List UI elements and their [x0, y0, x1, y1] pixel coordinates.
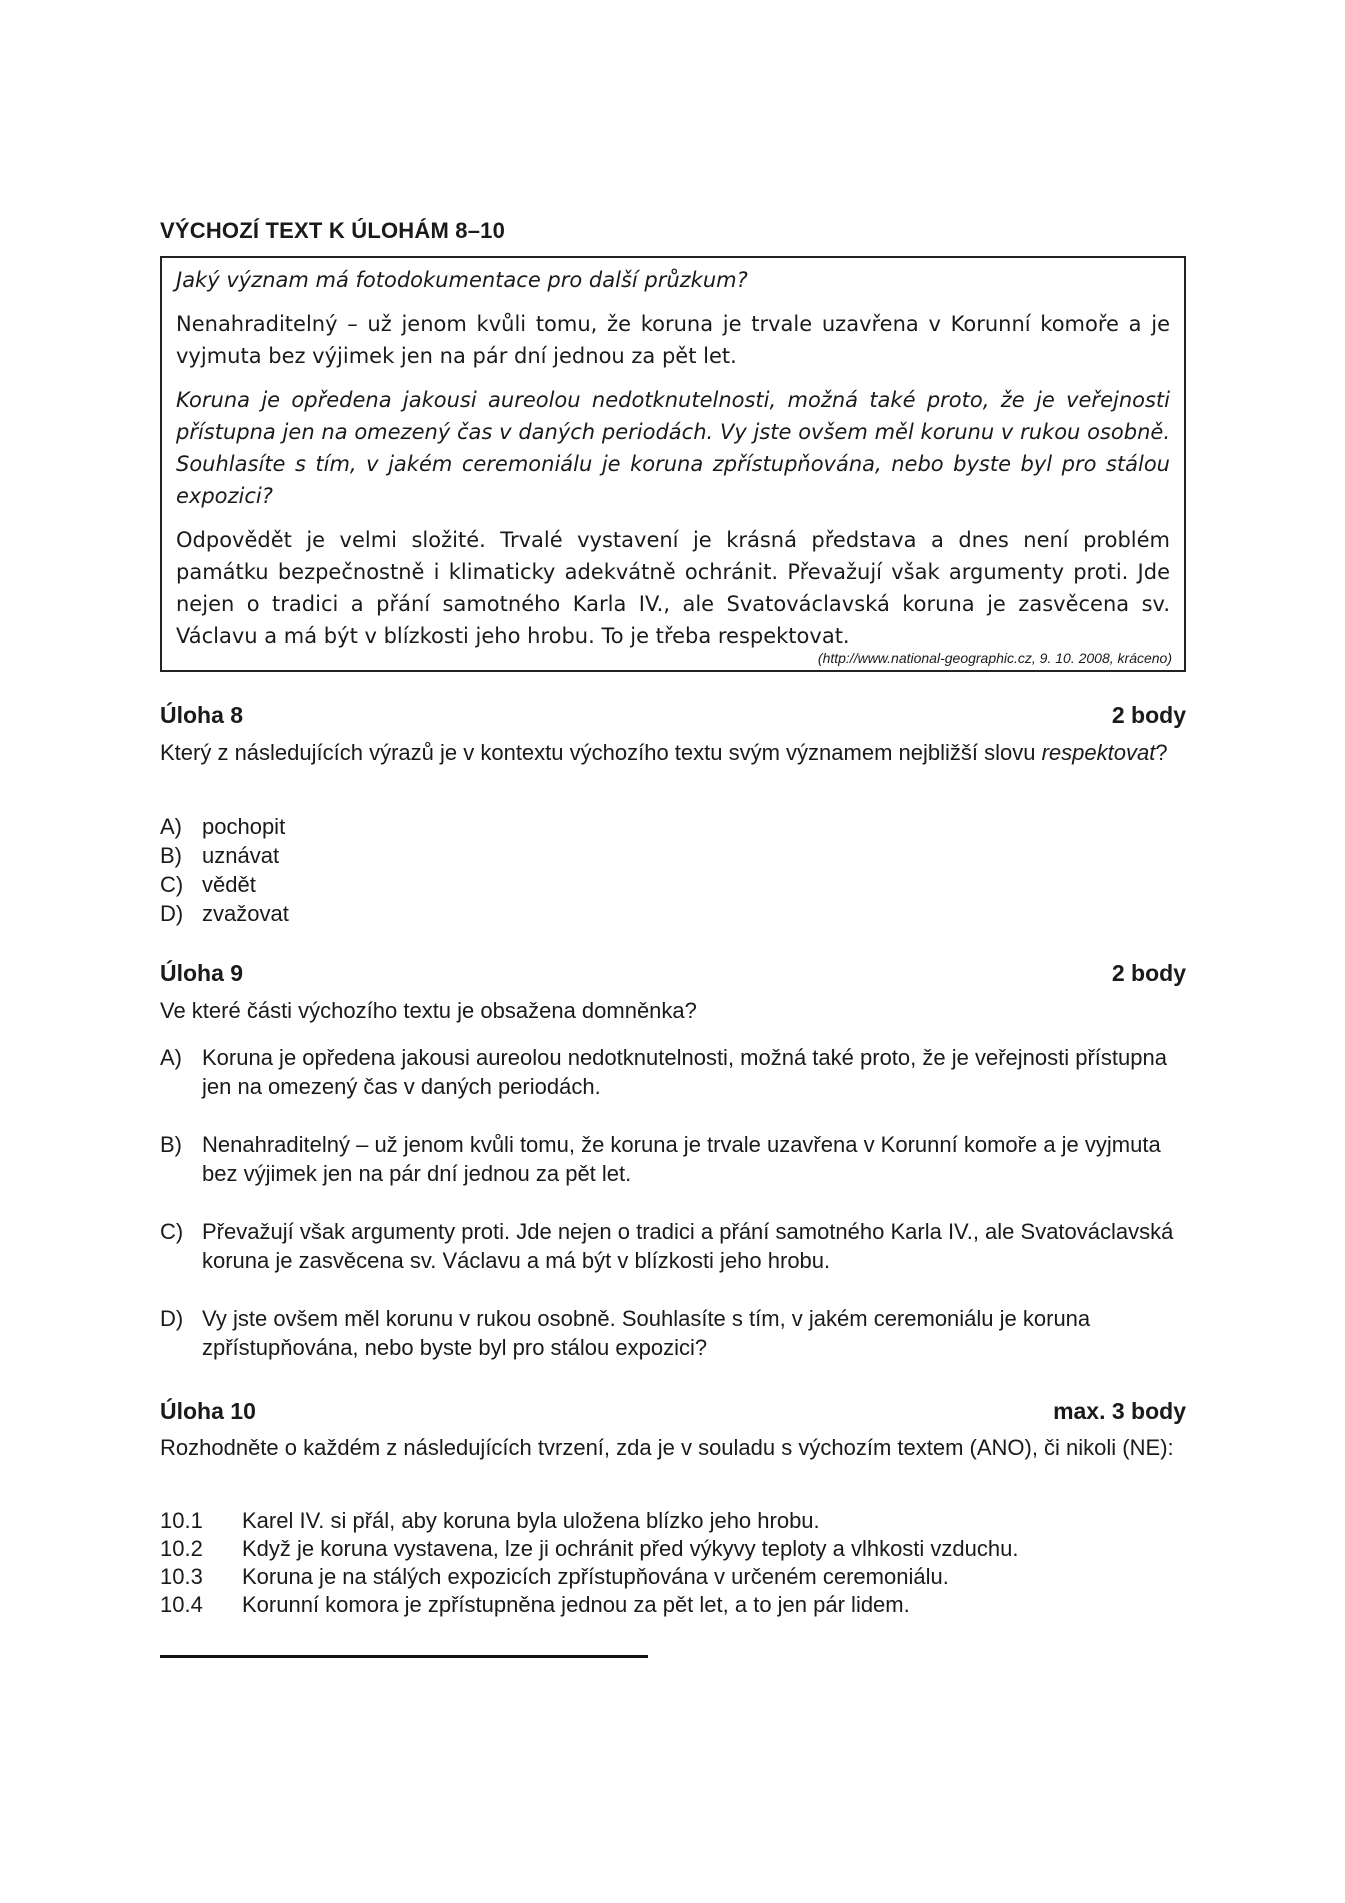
task-8-option-c[interactable]: C) vědět: [160, 872, 256, 897]
task-10-statement-4: 10.4 Korunní komora je zpřístupněna jednou za pět let, a to jen pár lidem.: [160, 1592, 910, 1617]
task-10-header: [160, 1398, 1186, 1425]
bottom-rule: [160, 1655, 648, 1658]
task-9-question: Ve které části výchozího textu je obsažena domněnka?: [160, 998, 697, 1023]
task-9-points: 2 body: [1111, 960, 1186, 986]
task-9-header: [160, 960, 1186, 987]
source-paragraph-4: Odpovědět je velmi složité. Trvalé vystavení je krásná představa a dnes není problém památku bezpečnostně i klimaticky adekvátně ochránit. Převažují však argumenty proti. Jde nejen o tradici a přání samotného Karla IV., ale Svatováclavská koruna je zasvěcena sv. Václavu a má být v blízkosti jeho hrobu. To je třeba respektovat.: [176, 528, 1170, 648]
source-paragraph-3: Koruna je opředena jakousi aureolou nedotknutelnosti, možná také proto, že je veřejnosti přístupna jen na omezený čas v daných periodách. Vy jste ovšem měl korunu v rukou osobně. Souhlasíte s tím, v jakém ceremoniálu je koruna zpřístupňována, nebo byste byl pro stálou expozici?: [176, 388, 1170, 508]
task-9-option-c[interactable]: C) Převažují však argumenty proti. Jde nejen o tradici a přání samotného Karla IV., ale Svatováclavská koruna je zasvěcena sv. Václavu a má být v blízkosti jeho hrobu.: [160, 1219, 1174, 1273]
source-paragraph-1: Jaký význam má fotodokumentace pro další průzkum?: [176, 268, 748, 292]
task-8-title: Úloha 8: [160, 702, 244, 728]
task-8-option-b[interactable]: B) uznávat: [160, 843, 280, 868]
task-8-question: Který z následujících výrazů je v kontextu výchozího textu svým významem nejbližší slovu respektovat?: [160, 740, 1168, 765]
task-10-question: Rozhodněte o každém z následujících tvrzení, zda je v souladu s výchozím textem (ANO), či nikoli (NE):: [160, 1435, 1174, 1460]
task-8-options: [160, 812, 1186, 928]
task-9-title: Úloha 9: [160, 960, 244, 986]
task-8-points: 2 body: [1111, 702, 1186, 728]
section-heading: VÝCHOZÍ TEXT K ÚLOHÁM 8–10: [160, 218, 506, 243]
source-text-box: [160, 256, 1186, 672]
task-10-statement-3: 10.3 Koruna je na stálých expozicích zpřístupňována v určeném ceremoniálu.: [160, 1564, 949, 1589]
source-citation: (http://www.national-geographic.cz, 9. 10. 2008, kráceno): [817, 650, 1172, 666]
task-10-statement-1: 10.1 Karel IV. si přál, aby koruna byla uložena blízko jeho hrobu.: [160, 1508, 820, 1533]
task-8-option-a[interactable]: A) pochopit: [160, 814, 286, 839]
task-9-option-a[interactable]: A) Koruna je opředena jakousi aureolou nedotknutelnosti, možná také proto, že je veřejnosti přístupna jen na omezený čas v daných periodách.: [160, 1045, 1167, 1099]
task-8-option-d[interactable]: D) zvažovat: [160, 901, 289, 926]
task-8-keyword: respektovat: [1041, 740, 1156, 765]
task-10-statement-2: 10.2 Když je koruna vystavena, lze ji ochránit před výkyvy teploty a vlhkosti vzduchu.: [160, 1536, 1019, 1561]
task-10-title: Úloha 10: [160, 1398, 256, 1424]
task-9-option-b[interactable]: B) Nenahraditelný – už jenom kvůli tomu, že koruna je trvale uzavřena v Korunní komoře a je vyjmuta bez výjimek jen na pár dní jednou za pět let.: [160, 1132, 1161, 1186]
task-8-header: [160, 702, 1186, 729]
task-9-option-d[interactable]: D) Vy jste ovšem měl korunu v rukou osobně. Souhlasíte s tím, v jakém ceremoniálu je koruna zpřístupňována, nebo byste byl pro stálou expozici?: [160, 1306, 1091, 1360]
source-paragraph-2: Nenahraditelný – už jenom kvůli tomu, že koruna je trvale uzavřena v Korunní komoře a je vyjmuta bez výjimek jen na pár dní jednou za pět let.: [176, 312, 1170, 368]
task-10-statements: [160, 1507, 1186, 1619]
task-10-points: max. 3 body: [1053, 1398, 1186, 1424]
